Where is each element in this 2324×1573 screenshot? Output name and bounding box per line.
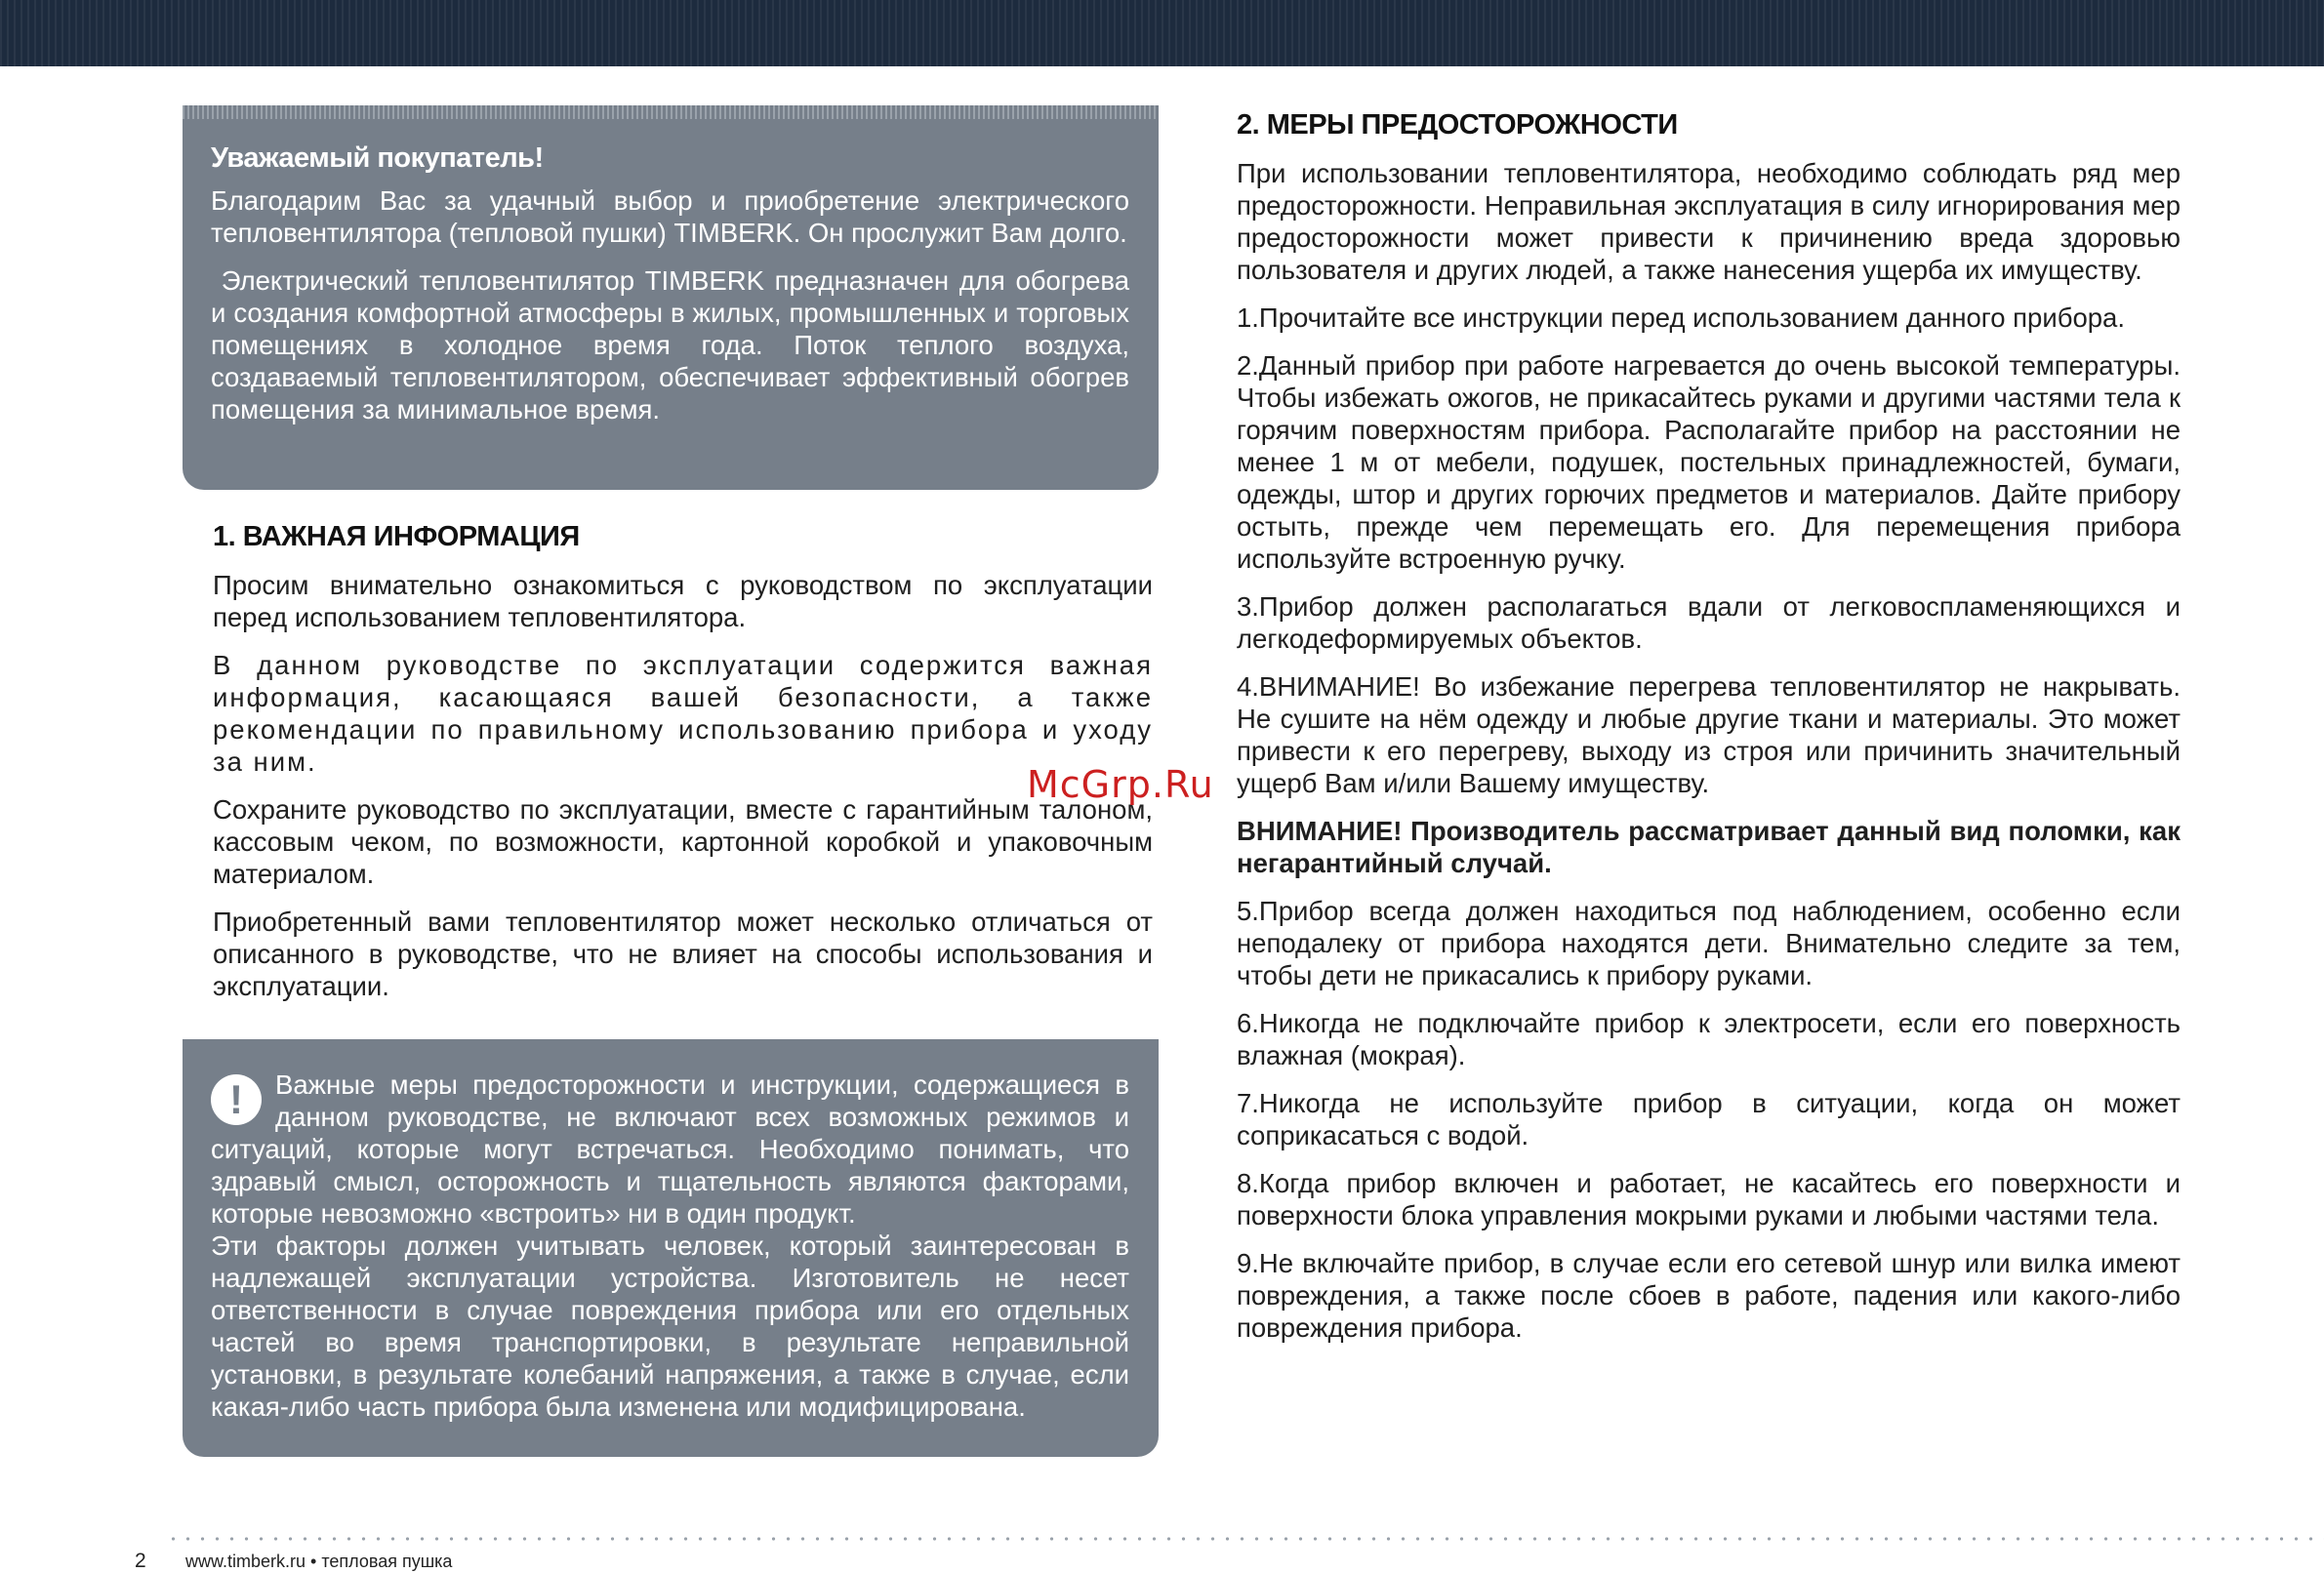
panel-stripes bbox=[183, 105, 1159, 119]
section-precautions bbox=[1237, 109, 2181, 1359]
warning-paragraph-1: Важные меры предосторожности и инструкции, содержащиеся в данном руководстве, не включают всех возможных режимов и ситуаций, которые могут встречаться. Необходимо понимать, что здравый смысл, осторожность и тщательность являются факторами, которые невозможно «встроить» ни в один продукт. bbox=[211, 1069, 1129, 1229]
intro-paragraph-1: Благодарим Вас за удачный выбор и приобретение электрического тепловентилятора (тепловой пушки) TIMBERK. Он прослужит Вам долго. bbox=[211, 185, 1129, 248]
precaution-item: 2.Данный прибор при работе нагревается до очень высокой температуры. Чтобы избежать ожогов, не прикасайтесь руками и другими частями тела к горячим поверхностям прибора. Располагайте прибор на расстоянии не менее 1 м от мебели, подушек, постельных принадлежностей, бумаги, одежды, штор и других горючих предметов и материалов. Дайте прибору остыть, прежде чем перемещать его. Для перемещения прибора используйте встроенную ручку. bbox=[1237, 350, 2181, 574]
precaution-item: 8.Когда прибор включен и работает, не касайтесь его поверхности и поверхности блока управления мокрыми руками и любыми частями тела. bbox=[1237, 1168, 2181, 1230]
precaution-item: 5.Прибор всегда должен находиться под наблюдением, особенно если неподалеку от прибора находятся дети. Внимательно следите за тем, чтобы дети не прикасались к прибору руками. bbox=[1237, 896, 2181, 990]
section1-heading: 1. ВАЖНАЯ ИНФОРМАЦИЯ bbox=[213, 521, 580, 552]
section2-heading: 2. МЕРЫ ПРЕДОСТОРОЖНОСТИ bbox=[1237, 109, 1678, 141]
section1-paragraph: В данном руководстве по эксплуатации содержится важная информация, касающаяся вашей безопасности, а также рекомендации по правильному использованию прибора и уходу за ним. bbox=[213, 650, 1153, 777]
section1-paragraph: Приобретенный вами тепловентилятор может несколько отличаться от описанного в руководстве, что не влияет на способы использования и эксплуатации. bbox=[213, 907, 1153, 1001]
section1-paragraph: Просим внимательно ознакомиться с руководством по эксплуатации перед использованием тепловентилятора. bbox=[213, 570, 1153, 632]
intro-paragraph-2: Электрический тепловентилятор TIMBERK предназначен для обогрева и создания комфортной атмосферы в жилых, промышленных и торговых помещениях в холодное время года. Поток теплого воздуха, создаваемый тепловентилятором, обеспечивает эффективный обогрев помещения за минимальное время. bbox=[211, 265, 1137, 424]
precaution-item: 4.ВНИМАНИЕ! Во избежание перегрева тепловентилятор не накрывать. Не сушите на нём одежду и любые другие ткани и материалы. Это может привести к его перегреву, выходу из строя или причинить значительный ущерб Вам и/или Вашему имуществу. bbox=[1237, 671, 2181, 798]
exclamation-icon: ! bbox=[211, 1074, 262, 1125]
precaution-item: 3.Прибор должен располагаться вдали от легковоспламеняющихся и легкодеформируемых объектов. bbox=[1237, 591, 2181, 654]
section-important-info bbox=[213, 521, 1153, 1018]
top-banner bbox=[0, 0, 2324, 66]
intro-heading: Уважаемый покупатель! bbox=[211, 142, 544, 174]
precaution-item: 1.Прочитайте все инструкции перед использованием данного прибора. bbox=[1237, 302, 2125, 333]
section2-intro: При использовании тепловентилятора, необходимо соблюдать ряд мер предосторожности. Неправильная эксплуатация в силу игнорирования мер предосторожности может привести к причинению вреда здоровью пользователя и других людей, а также нанесения ущерба их имуществу. bbox=[1237, 158, 2181, 285]
warranty-warning: ВНИМАНИЕ! Производитель рассматривает данный вид поломки, как негарантийный случай. bbox=[1237, 816, 2181, 878]
intro-panel bbox=[183, 105, 1159, 490]
precaution-item: 6.Никогда не подключайте прибор к электросети, если его поверхность влажная (мокрая). bbox=[1237, 1008, 2181, 1070]
warning-panel bbox=[183, 1039, 1159, 1457]
section1-paragraph: Сохраните руководство по эксплуатации, вместе с гарантийным талоном, кассовым чеком, по возможности, картонной коробкой и упаковочным материалом. bbox=[213, 794, 1153, 889]
precaution-item: 9.Не включайте прибор, в случае если его сетевой шнур или вилка имеют повреждения, а также после сбоев в работе, падения или какого-либо повреждения прибора. bbox=[1237, 1248, 2181, 1343]
page-number: 2 bbox=[135, 1550, 146, 1572]
footer-dotted-divider bbox=[166, 1537, 2324, 1541]
watermark: McGrp.Ru bbox=[1027, 763, 1214, 806]
warning-paragraph-2: Эти факторы должен учитывать человек, который заинтересован в надлежащей эксплуатации устройства. Изготовитель не несет ответственности в случае повреждения прибора или его отдельных частей во время транспортировки, в результате неправильной установки, в результате колебаний напряжения, а также в случае, если какая-либо часть прибора была изменена или модифицирована. bbox=[211, 1230, 1129, 1422]
precaution-item: 7.Никогда не используйте прибор в ситуации, когда он может соприкасаться с водой. bbox=[1237, 1088, 2181, 1150]
footer-text: www.timberk.ru • тепловая пушка bbox=[185, 1552, 453, 1571]
